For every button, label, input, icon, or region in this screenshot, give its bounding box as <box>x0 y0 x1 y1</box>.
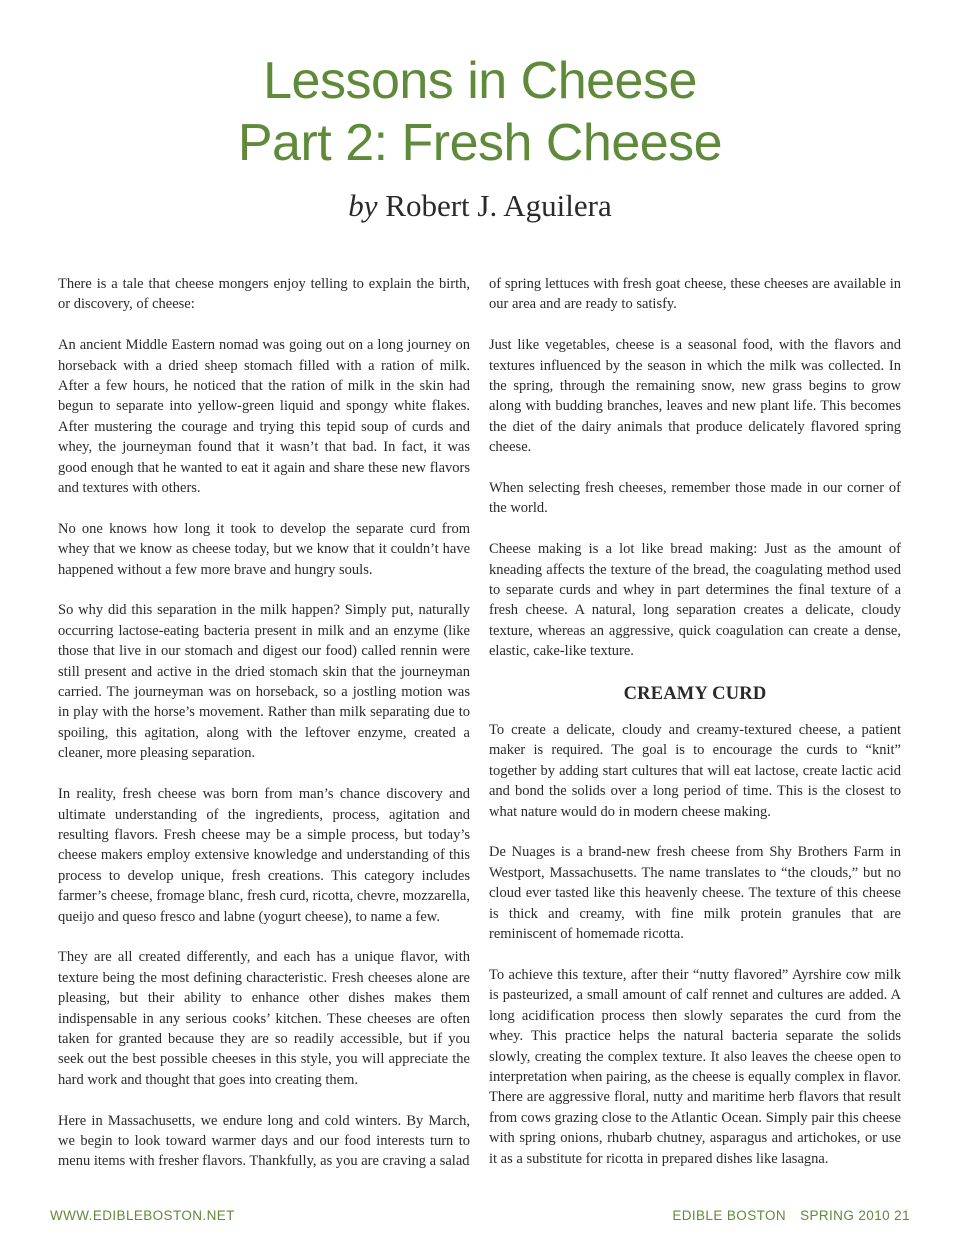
article-title <box>0 50 960 174</box>
paragraph: No one knows how long it took to develop the separate curd from whey that we know as cheese today, but we know that it couldn’t have happened without a few more brave and hungry souls. <box>58 520 470 578</box>
byline <box>0 188 960 224</box>
paragraph: Just like vegetables, cheese is a seasonal food, with the flavors and textures influenced by the season in which the milk was collected. In the spring, through the remaining snow, new grass begins to grow along with budding branches, leaves and new plant life. This becomes the diet of the dairy animals that produce delicately flavored spring cheese. <box>489 337 901 456</box>
paragraph: So why did this separation in the milk happen? Simply put, naturally occurring lactose-eating bacteria present in milk and an enzyme (like those that live in our stomach and digest our food) called rennin were still present and active in the dried stomach skin that the journeyman carried. The journeyman was on horseback, so a jostling motion was in play with the horse’s movement. Rather than milk separating due to spoiling, this agitation, along with the leftover enzyme, created a cleaner, more pleasing separation. <box>58 602 470 762</box>
title-line-2: Part 2: Fresh Cheese <box>237 114 723 172</box>
section-heading: CREAMY CURD <box>623 684 767 705</box>
paragraph: Here in Massachusetts, we endure long and cold winters. By March, we begin to look toward warmer days and our food interests turn to menu items with fresher flavors. Thankfully, as you are craving a salad <box>58 1112 470 1170</box>
paragraph: of spring lettuces with fresh goat cheese, these cheeses are available in our area and are ready to satisfy. <box>489 276 901 313</box>
paragraph: To create a delicate, cloudy and creamy-textured cheese, a patient maker is required. The goal is to encourage the curds to “knit” together by adding start cultures that will eat lactose, create lactic acid and bond the solids over a long period of time. This is the closest to what nature would do in modern cheese making. <box>489 722 901 820</box>
footer-issue: SPRING 2010 <box>800 1208 891 1223</box>
paragraph: To achieve this texture, after their “nutty flavored” Ayrshire cow milk is pasteurized, a small amount of calf rennet and cultures are added. A long acidification process then slowly separates the curd from the whey. This practice helps the natural bacteria separate the solids slowly, creating the complex texture. It also leaves the cheese open to interpretation when pairing, as the cheese is equally complex in flavor. There are aggressive floral, nutty and maritime herb flavors that result from cows grazing close to the Atlantic Ocean. Simply pair this cheese with spring onions, rhubarb chutney, asparagus and artichokes, or use it as a substitute for ricotta in prepared dishes like lasagna. <box>489 966 901 1167</box>
paragraph: An ancient Middle Eastern nomad was going out on a long journey on horseback with a dried sheep stomach filled with a ration of milk. After a few hours, he noticed that the ration of milk in the skin had begun to separate into yellow-green liquid and spongy white flakes. After mustering the courage and trying this tepid soup of curds and whey, the journeyman found that it wasn’t that bad. In fact, it was good enough that he wanted to eat it again and share these new flavors and textures with others. <box>58 337 470 497</box>
footer-publication-info <box>672 1207 910 1225</box>
paragraph: There is a tale that cheese mongers enjoy telling to explain the birth, or discovery, of cheese: <box>58 276 470 313</box>
left-column <box>58 274 470 1192</box>
paragraph: When selecting fresh cheeses, remember those made in our corner of the world. <box>489 480 901 517</box>
paragraph: In reality, fresh cheese was born from man’s chance discovery and ultimate understanding of the ingredients, process, agitation and resulting flavors. Fresh cheese may be a simple process, but today’s cheese makers employ extensive knowledge and understanding of this process to develop unique, fresh creations. This category includes farmer’s cheese, fromage blanc, fresh curd, ricotta, chevre, mozzarella, queijo and queso fresco and labne (yogurt cheese), to name a few. <box>58 786 470 925</box>
byline-author: Robert J. Aguilera <box>385 188 612 223</box>
footer-website[interactable]: WWW.EDIBLEBOSTON.NET <box>50 1208 235 1223</box>
title-line-1: Lessons in Cheese <box>263 52 697 110</box>
footer-publication: EDIBLE BOSTON <box>672 1208 787 1223</box>
paragraph: Cheese making is a lot like bread making: Just as the amount of kneading affects the texture of the bread, the coagulating method used to separate curds and whey in part determines the final texture of a fresh cheese. A natural, long separation creates a delicate, cloudy texture, whereas an aggressive, quick coagulation can create a dense, elastic, cake-like texture. <box>489 541 901 660</box>
byline-prefix: by <box>348 188 378 223</box>
right-column <box>489 274 901 1189</box>
footer-page-number: 21 <box>894 1208 910 1223</box>
paragraph: They are all created differently, and each has a unique flavor, with texture being the most defining characteristic. Fresh cheeses alone are pleasing, but their ability to enhance other dishes makes them indispensable in any serious cooks’ kitchen. These cheeses are often taken for granted because they are so readily accessible, but if you seek out the best possible cheeses in this style, you will appreciate the hard work and thought that goes into creating them. <box>58 949 470 1088</box>
paragraph: De Nuages is a brand-new fresh cheese from Shy Brothers Farm in Westport, Massachusetts. The name translates to “the clouds,” but no cloud ever tasted like this heavenly cheese. The texture of this cheese is thick and creamy, with fine milk protein granules that are reminiscent of homemade ricotta. <box>489 844 901 943</box>
